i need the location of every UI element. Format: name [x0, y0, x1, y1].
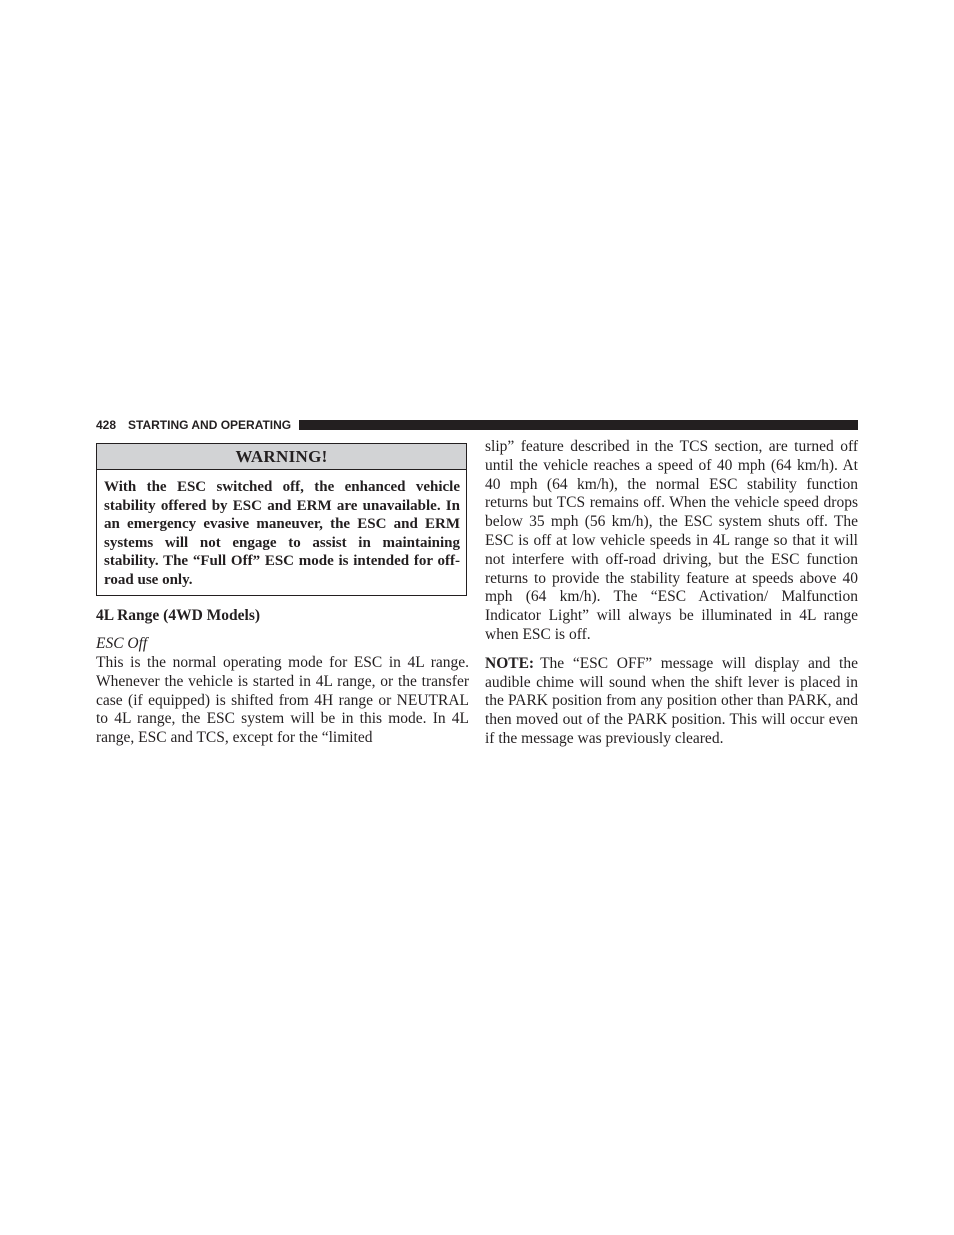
subsection-heading: ESC Off — [96, 635, 148, 652]
note-text: The “ESC OFF” message will display and the audible chime will sound when the shift lever is placed in the PARK position from any position other than PARK, and then moved out of the PARK position. This will occur even if the message was previously cleared. — [485, 654, 858, 747]
note-label: NOTE: — [485, 654, 535, 672]
section-heading: 4L Range (4WD Models) — [96, 607, 261, 624]
page-number: 428 — [96, 418, 117, 432]
warning-body: With the ESC switched off, the enhanced vehicle stability offered by ESC and ERM are unavailable. In an emergency evasive maneuver, the ESC and ERM systems will not engage to assist in maintaining stability. The “Full Off” ESC mode is intended for off-road use only. — [104, 479, 460, 588]
right-column — [485, 438, 858, 749]
note-paragraph — [485, 655, 858, 749]
page-header — [96, 417, 858, 433]
left-column — [96, 606, 469, 748]
section-title: STARTING AND OPERATING — [128, 418, 292, 432]
warning-title: WARNING! — [97, 444, 466, 470]
header-rule — [299, 420, 858, 430]
body-paragraph-continued: slip” feature described in the TCS section, are turned off until the vehicle reaches a speed of 40 mph (64 km/h). At 40 mph (64 km/h), the normal ESC stability function returns but TCS remains off. When the vehicle speed drops below 35 mph (56 km/h), the ESC system shuts off. The ESC is off at low vehicle speeds in 4L range so that it will not interfere with off-road driving, but the ESC function returns to provide the stability feature at speeds above 40 mph (64 km/h). The “ESC Activation/ Malfunction Indicator Light” will always be illuminated in 4L range when ESC is off. — [485, 438, 858, 643]
body-paragraph: This is the normal operating mode for ESC in 4L range. Whenever the vehicle is started in 4L range, or the transfer case (if equipped) is shifted from 4H range or NEUTRAL to 4L range, the ESC system will be in this mode. In 4L range, ESC and TCS, except for the “limited — [96, 654, 469, 747]
warning-box — [96, 443, 467, 596]
